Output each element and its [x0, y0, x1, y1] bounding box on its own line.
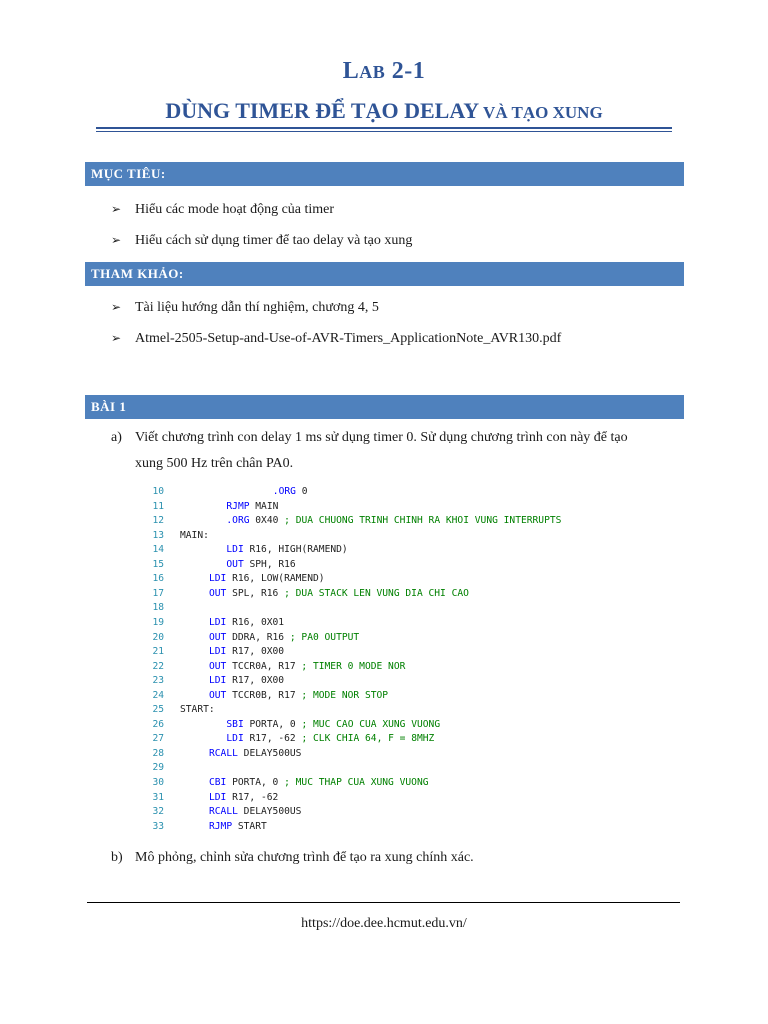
code-line-number: 17 [152, 587, 164, 599]
code-text: START [232, 820, 267, 832]
reference-item: ➢ Tài liệu hướng dẫn thí nghiệm, chương 4, 5 [111, 300, 379, 315]
code-text: MAIN [249, 500, 279, 512]
document-title [0, 98, 768, 124]
code-line [226, 500, 278, 515]
code-line-number: 30 [152, 777, 164, 788]
code-line [209, 616, 284, 631]
code-line-number: 21 [152, 646, 164, 658]
code-text: 0X40 [249, 515, 285, 527]
code-line [209, 805, 301, 820]
code-text: SPL, R16 [226, 587, 285, 599]
code-line [226, 732, 434, 747]
code-comment: ; MUC THAP CUA XUNG VUONG [284, 777, 429, 788]
code-keyword: .ORG [272, 486, 302, 497]
code-keyword: CBI [209, 777, 227, 788]
title-main: DÙNG TIMER ĐỂ TẠO DELAY [165, 98, 480, 123]
code-line-number: 29 [152, 762, 164, 774]
code-comment: ; CLK CHIA 64, F = 8MHZ [301, 733, 435, 745]
arrow-bullet-icon: ➢ [111, 233, 122, 247]
code-keyword: .ORG [226, 515, 250, 527]
code-line [209, 791, 278, 806]
code-line [226, 514, 561, 529]
code-line [226, 718, 440, 733]
arrow-bullet-icon: ➢ [111, 300, 122, 314]
code-comment: ; MUC CAO CUA XUNG VUONG [301, 718, 441, 730]
code-line-number: 19 [152, 616, 164, 628]
code-text: R17, 0X00 [226, 646, 285, 658]
footer-rule [87, 902, 680, 903]
lab-title-first: L [342, 58, 360, 84]
code-line-number: 14 [152, 544, 164, 556]
code-keyword: OUT [209, 631, 227, 643]
part-a-text-cont: xung 500 Hz trên chân PA0. [135, 456, 294, 471]
code-line [209, 572, 325, 587]
exercise1-heading: BÀI 1 [85, 395, 684, 419]
code-comment: ; PA0 OUTPUT [289, 631, 360, 643]
arrow-bullet-icon: ➢ [111, 331, 122, 345]
reference-item: ➢ Atmel-2505-Setup-and-Use-of-AVR-Timers_ApplicationNote_AVR130.pdf [111, 331, 562, 346]
code-line-number: 32 [152, 806, 164, 818]
code-text: DELAY500US [237, 806, 302, 818]
code-line-number: 22 [152, 660, 164, 672]
code-line [209, 631, 359, 646]
code-text: TCCR0B, R17 [226, 689, 302, 701]
code-line [209, 776, 429, 791]
code-text: 0 [301, 486, 308, 497]
code-keyword: SBI [226, 718, 244, 730]
part-a-text: a) Viết chương trình con delay 1 ms sử dụng timer 0. Sử dụng chương trình con này để tạo [111, 430, 628, 445]
code-line-number: 10 [152, 486, 164, 497]
code-keyword: LDI [209, 675, 227, 687]
code-line-number: 24 [152, 689, 164, 701]
code-text: DDRA, R16 [226, 631, 290, 643]
code-text: START: [180, 704, 215, 716]
code-text: R16, 0X01 [226, 616, 285, 628]
code-keyword: RJMP [209, 820, 233, 832]
code-text: MAIN: [180, 529, 209, 541]
code-line [226, 558, 295, 573]
code-comment: ; TIMER 0 MODE NOR [301, 660, 406, 672]
code-line-number: 12 [152, 515, 164, 527]
code-line [209, 820, 267, 835]
code-line-number: 26 [152, 718, 164, 730]
code-line [226, 543, 347, 558]
code-text: R16, LOW(RAMEND) [226, 573, 325, 585]
title-small: VÀ TẠO XUNG [479, 103, 603, 122]
code-keyword: LDI [209, 573, 227, 585]
code-text: R17, 0X00 [226, 675, 285, 687]
title-rule-thick [96, 127, 672, 129]
part-a-marker: a) [111, 430, 122, 445]
footer-url: https://doe.dee.hcmut.edu.vn/ [301, 916, 467, 931]
code-line [209, 747, 301, 762]
code-comment: ; DUA CHUONG TRINH CHINH RA KHOI VUNG INTERRUPTS [284, 515, 562, 527]
objective-item: ➢ Hiểu các mode hoạt động của timer [111, 202, 335, 217]
code-line [209, 689, 388, 704]
code-line-number: 33 [152, 820, 164, 832]
code-text: R17, -62 [243, 733, 302, 745]
code-line-number: 27 [152, 733, 164, 745]
code-line-number: 23 [152, 675, 164, 687]
code-keyword: OUT [209, 587, 227, 599]
code-keyword: LDI [209, 646, 227, 658]
code-text: R17, -62 [226, 791, 279, 803]
code-keyword: OUT [209, 689, 227, 701]
code-line [209, 587, 469, 602]
code-line-number: 11 [152, 500, 164, 512]
code-text: PORTA, 0 [243, 718, 302, 730]
code-text: PORTA, 0 [226, 777, 285, 788]
objective-item: ➢ Hiểu cách sử dụng timer để tao delay và tạo xung [111, 233, 413, 248]
code-comment: ; DUA STACK LEN VUNG DIA CHI CAO [284, 587, 469, 599]
code-line-number: 16 [152, 573, 164, 585]
code-line [273, 485, 308, 500]
code-line [180, 529, 209, 544]
lab-title [0, 58, 768, 85]
code-line [209, 660, 405, 675]
code-comment: ; MODE NOR STOP [301, 689, 389, 701]
code-keyword: LDI [209, 791, 227, 803]
code-text: R16, HIGH(RAMEND) [243, 544, 348, 556]
title-rule-thin [96, 131, 672, 132]
code-keyword: LDI [226, 733, 244, 745]
code-line-number: 18 [152, 602, 164, 614]
code-keyword: RJMP [226, 500, 250, 512]
code-keyword: RCALL [209, 806, 238, 818]
part-b-text: b) Mô phỏng, chỉnh sửa chương trình để tạo ra xung chính xác. [111, 850, 474, 865]
code-line [209, 674, 284, 689]
code-line-number: 31 [152, 791, 164, 803]
code-line [180, 703, 215, 718]
objectives-heading: MỤC TIÊU: [85, 162, 684, 186]
part-b-marker: b) [111, 850, 123, 865]
code-line-number: 20 [152, 631, 164, 643]
code-line-number: 28 [152, 747, 164, 759]
code-text: SPH, R16 [243, 558, 296, 570]
code-line-number: 15 [152, 558, 164, 570]
code-line-number: 13 [152, 529, 164, 541]
code-keyword: LDI [226, 544, 244, 556]
code-keyword: LDI [209, 616, 227, 628]
code-line [209, 645, 284, 660]
code-text: TCCR0A, R17 [226, 660, 302, 672]
lab-number: 2-1 [385, 58, 426, 84]
arrow-bullet-icon: ➢ [111, 202, 122, 216]
code-keyword: RCALL [209, 747, 238, 759]
code-keyword: OUT [226, 558, 244, 570]
code-line-number: 25 [152, 704, 164, 716]
lab-title-rest: AB [359, 62, 386, 82]
code-text: DELAY500US [237, 747, 302, 759]
code-keyword: OUT [209, 660, 227, 672]
references-heading: THAM KHẢO: [85, 262, 684, 286]
